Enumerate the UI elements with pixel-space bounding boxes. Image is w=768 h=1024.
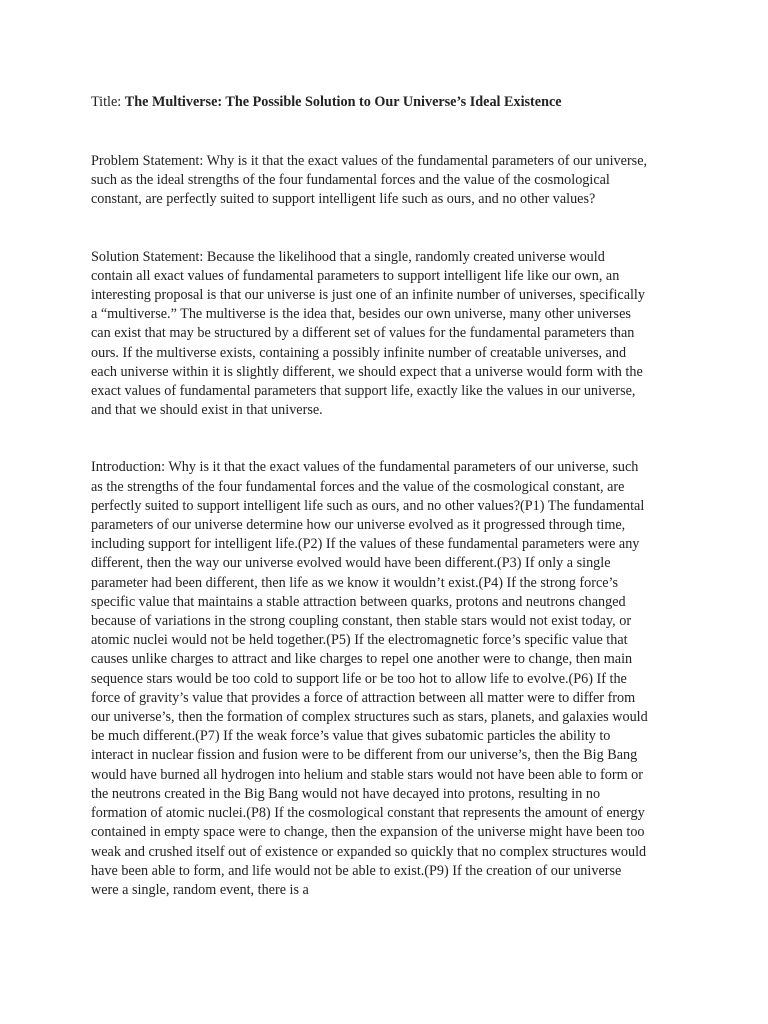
introduction-text: Why is it that the exact values of the fundamental parameters of our universe, such as the strengths of the four fundamental forces and the value of the cosmological constant, are perfectly suited to support intelligent life such as ours, and no other values?(P1) The fundamental parameters of our universe determine how our universe evolved as it progressed through time, including support for intelligent life.(P2) If the values of these fundamental parameters were any different, then the way our universe evolved would have been different.(P3) If only a single parameter had been different, then life as we know it wouldn’t exist.(P4) If the strong force’s specific value that maintains a stable attraction between quarks, protons and neutrons changed because of variations in the strong coupling constant, then stable stars would not exist today, or atomic nuclei would not be held together.(P5) If the electromagnetic force’s specific value that causes unlike charges to attract and like charges to repel one another were to change, then main sequence stars would be too cold to support life or be too hot to allow life to evolve.(P6) If the force of gravity’s value that provides a force of attraction between all matter were to differ from our universe’s, then the formation of complex structures such as stars, planets, and galaxies would be much different.(P7) If the weak force’s value that gives subatomic particles the ability to interact in nuclear fission and fusion were to be different from our universe’s, then the Big Bang would have burned all hydrogen into helium and stable stars would not have been able to form or the neutrons created in the Big Bang would not have decayed into protons, resulting in no formation of atomic nuclei.(P8) If the cosmological constant that represents the amount of energy contained in empty space were to change, then the expansion of the universe might have been too weak and crushed itself out of existence or expanded so quickly that no complex structures would have been able to form, and life would not be able to exist.(P9) If the creation of our universe were a single, random event, there is a: [91, 459, 648, 898]
introduction: [91, 458, 650, 900]
title-label: Title:: [91, 94, 125, 110]
title-text: The Multiverse: The Possible Solution to Our Universe’s Ideal Existence: [124, 94, 562, 110]
problem-statement: [91, 152, 650, 210]
introduction-label: Introduction:: [91, 459, 169, 476]
solution-statement-label: Solution Statement:: [91, 248, 207, 265]
document-title: [91, 92, 650, 112]
solution-statement: [91, 248, 650, 421]
solution-statement-text: Because the likelihood that a single, randomly created universe would contain all exact values of fundamental parameters to support intelligent life like our own, an interesting proposal is that our universe is just one of an infinite number of universes, specifically a “multiverse.” The multiverse is the idea that, besides our own universe, many other universes can exist that may be structured by a different set of values for the fundamental parameters than ours. If the multiverse exists, containing a possibly infinite number of creatable universes, and each universe within it is slightly different, we should expect that a universe would form with the exact values of fundamental parameters that support life, exactly like the values in our universe, and that we should exist in that universe.: [91, 248, 645, 419]
problem-statement-label: Problem Statement:: [91, 153, 207, 169]
problem-statement-text: Why is it that the exact values of the fundamental parameters of our universe, such as the ideal strengths of the four fundamental forces and the value of the cosmological constant, are perfectly suited to support intelligent life such as ours, and no other values?: [91, 153, 648, 208]
